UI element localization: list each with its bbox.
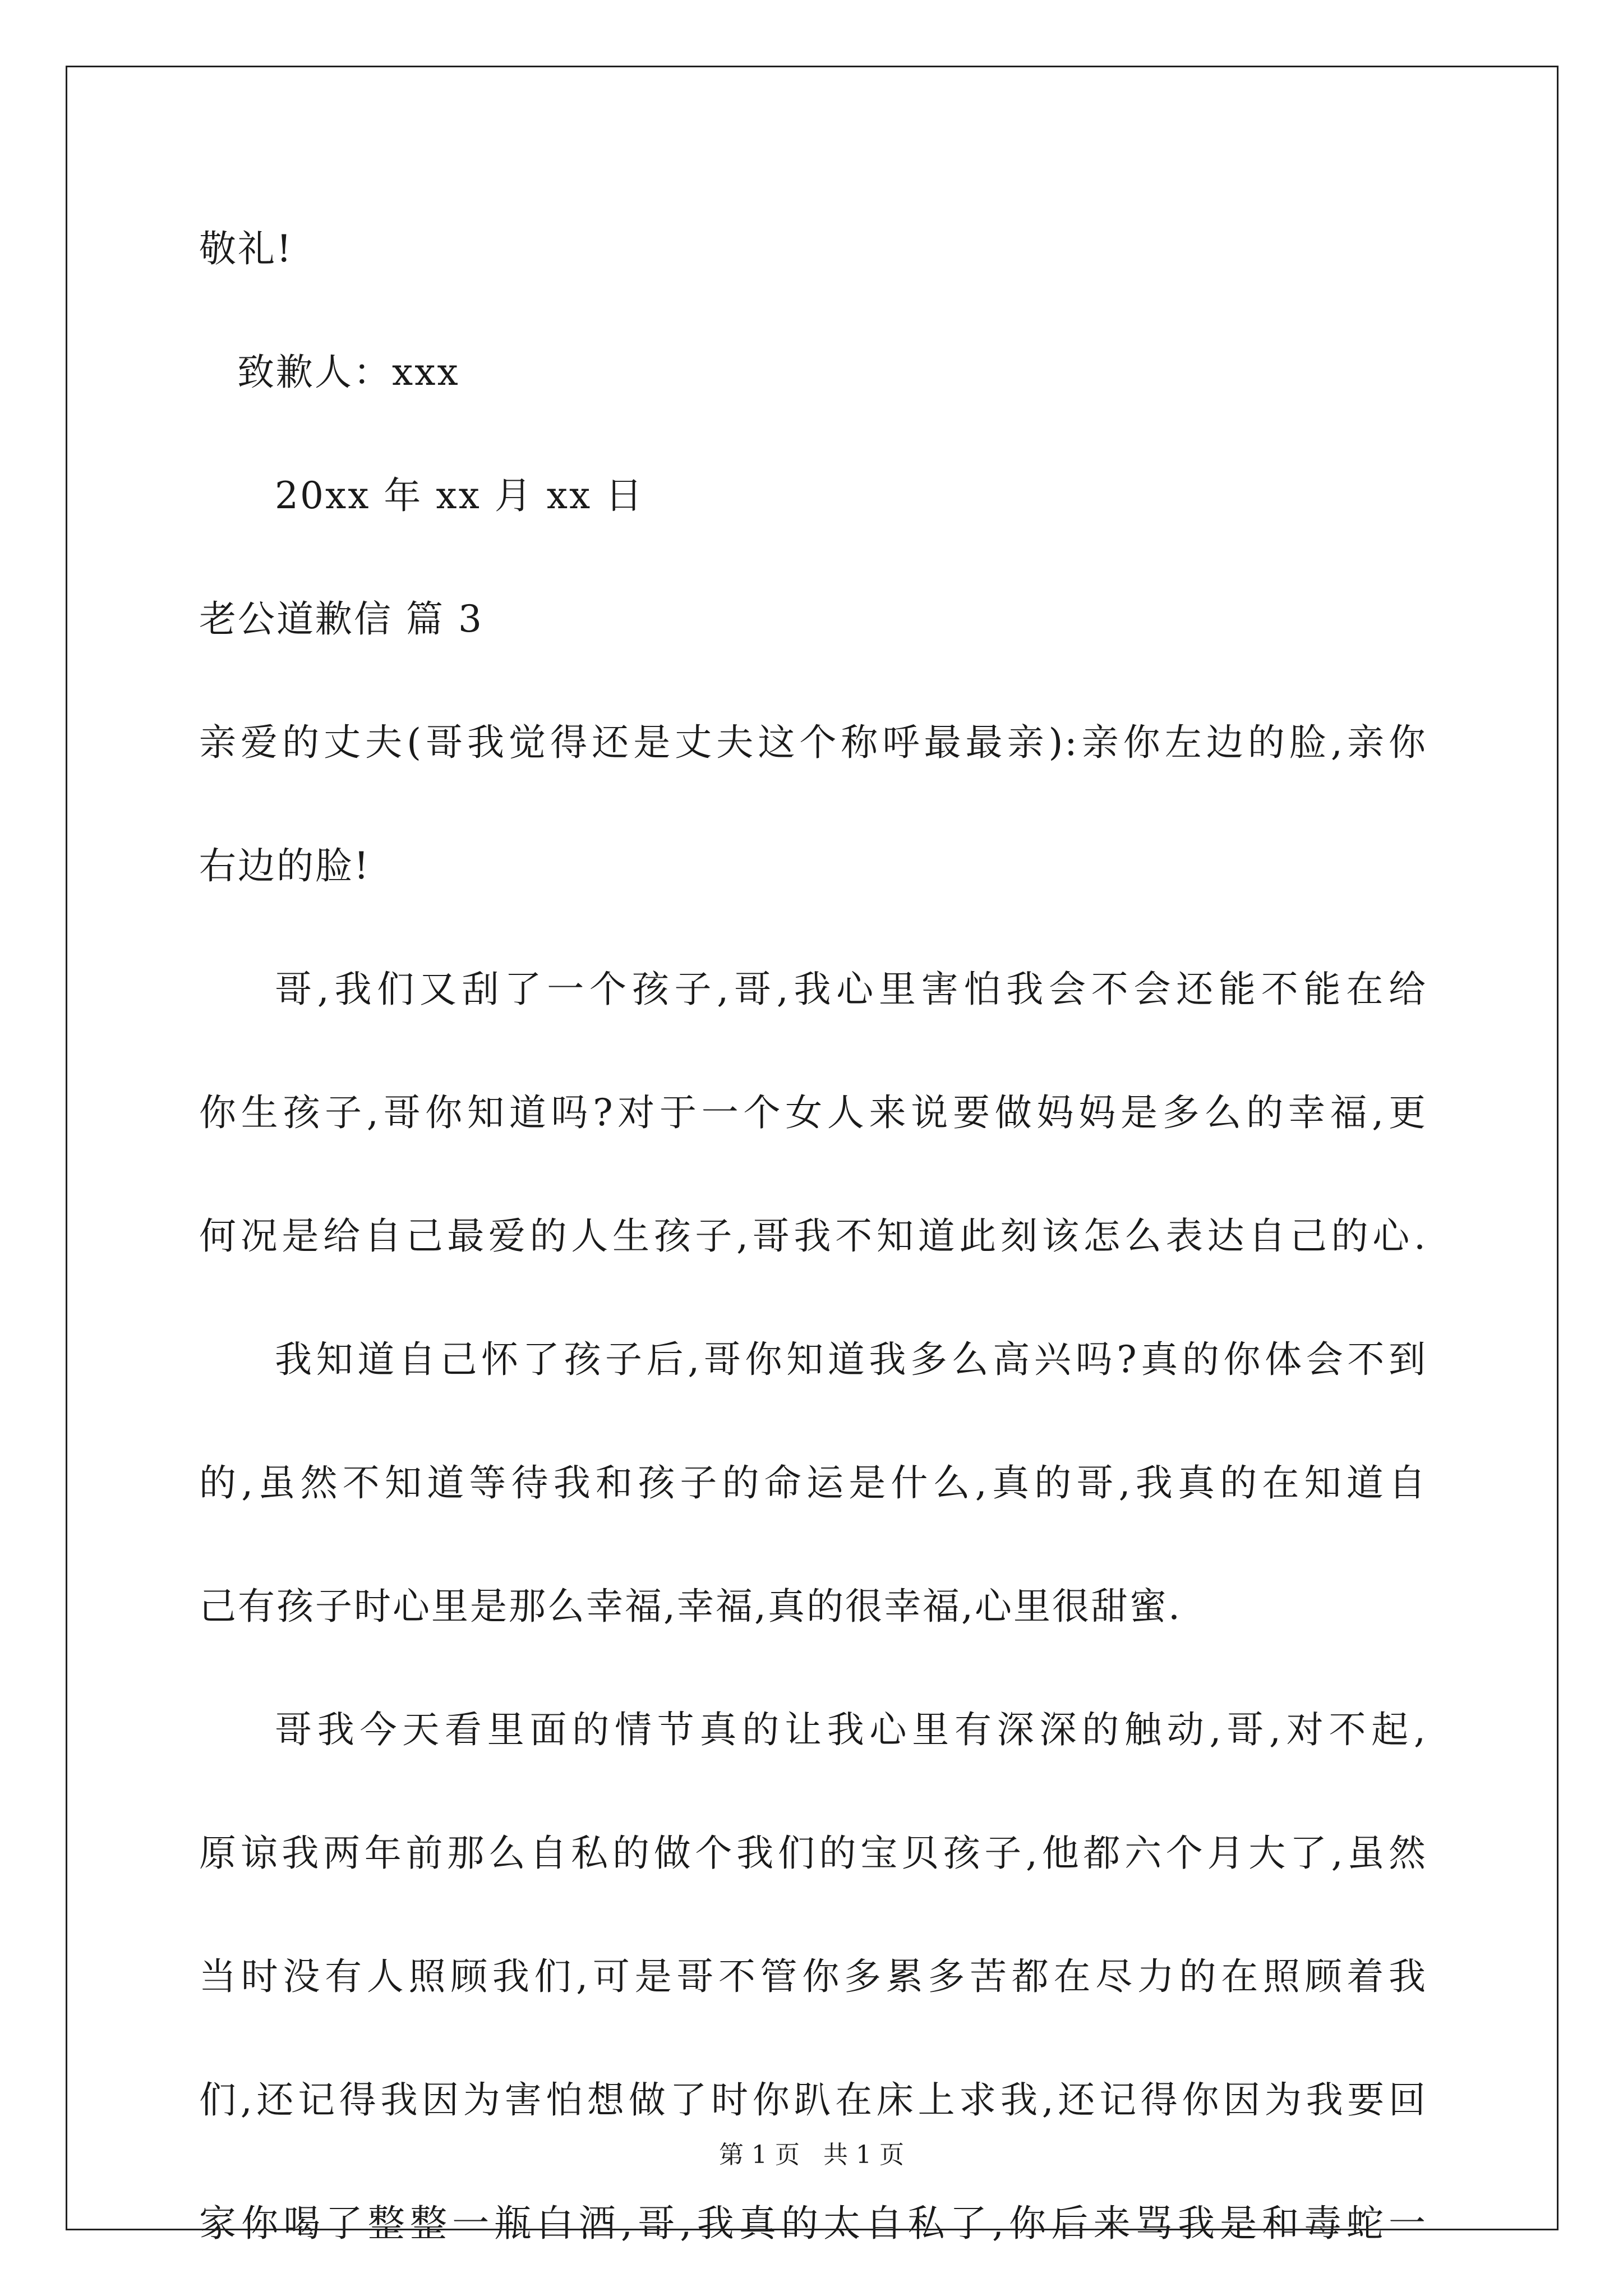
paragraph-line: 亲爱的丈夫(哥我觉得还是丈夫这个称呼最最亲):亲你左边的脸,亲你 — [199, 721, 1427, 764]
paragraph-line: 家你喝了整整一瓶白酒,哥,我真的太自私了,你后来骂我是和毒蛇一 — [199, 2202, 1427, 2245]
page-footer: 第 1 页 共 1 页 — [719, 2141, 904, 2169]
date-line: 20xx 年 xx 月 xx 日 — [275, 474, 644, 517]
paragraph-line: 何况是给自己最爱的人生孩子,哥我不知道此刻该怎么表达自己的心. — [199, 1214, 1427, 1258]
paragraph-line: 我知道自己怀了孩子后,哥你知道我多么高兴吗?真的你体会不到 — [275, 1338, 1427, 1381]
paragraph-line: 当时没有人照顾我们,可是哥不管你多累多苦都在尽力的在照顾着我 — [199, 1955, 1427, 1998]
paragraph-line: 己有孩子时心里是那么幸福,幸福,真的很幸福,心里很甜蜜. — [199, 1585, 1182, 1628]
paragraph-line: 原谅我两年前那么自私的做个我们的宝贝孩子,他都六个月大了,虽然 — [199, 1832, 1427, 1875]
paragraph-line: 右边的脸! — [199, 844, 371, 887]
paragraph-line: 的,虽然不知道等待我和孩子的命运是什么,真的哥,我真的在知道自 — [199, 1461, 1427, 1504]
closing-salute: 敬礼! — [199, 227, 293, 270]
signature-line: 致歉人：xxx — [237, 351, 460, 394]
section-heading: 老公道歉信 篇 3 — [199, 597, 483, 641]
paragraph-line: 你生孩子,哥你知道吗?对于一个女人来说要做妈妈是多么的幸福,更 — [199, 1091, 1427, 1134]
paragraph-line: 哥,我们又刮了一个孩子,哥,我心里害怕我会不会还能不能在给 — [275, 968, 1427, 1011]
paragraph-line: 哥我今天看里面的情节真的让我心里有深深的触动,哥,对不起, — [275, 1708, 1427, 1751]
paragraph-line: 们,还记得我因为害怕想做了时你趴在床上求我,还记得你因为我要回 — [199, 2078, 1427, 2122]
